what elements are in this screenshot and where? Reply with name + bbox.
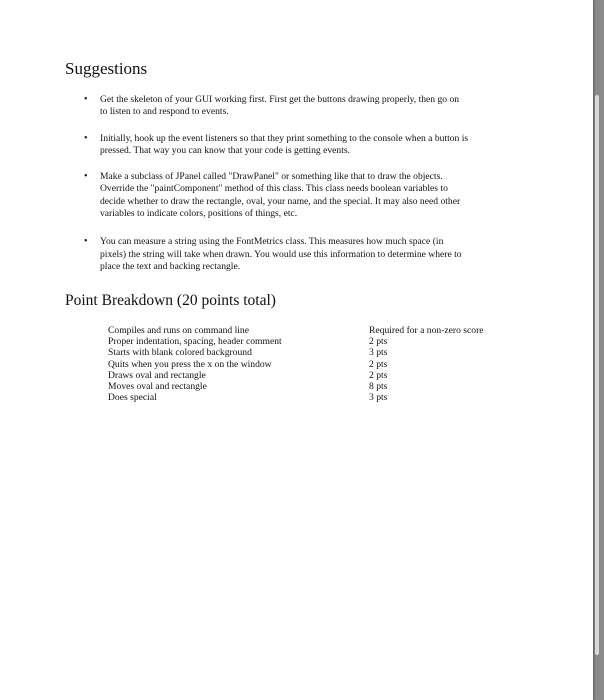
criterion-points: Required for a non-zero score bbox=[369, 325, 484, 336]
criterion-points: 2 pts bbox=[369, 336, 388, 348]
bullet-icon: • bbox=[84, 94, 88, 105]
suggestions-list bbox=[84, 94, 544, 288]
suggestion-line: Make a subclass of JPanel called "DrawPanel" or something like that to draw the objects. bbox=[100, 171, 443, 183]
table-row bbox=[0, 347, 593, 358]
criterion-label: Draws oval and rectangle bbox=[108, 369, 206, 381]
scrollbar[interactable] bbox=[595, 95, 599, 655]
bullet-icon: • bbox=[84, 171, 88, 183]
suggestion-line: pressed. That way you can know that your code is getting events. bbox=[100, 144, 350, 156]
criterion-label: Quits when you press the x on the window bbox=[108, 358, 272, 370]
criterion-points: 8 pts bbox=[369, 380, 388, 392]
suggestion-line: Override the "paintComponent" method of this class. This class needs boolean variables to bbox=[100, 183, 448, 195]
suggestion-line: Initially, hook up the event listeners so that they print something to the console when a button is bbox=[100, 132, 469, 144]
criterion-points: 2 pts bbox=[369, 358, 388, 370]
suggestion-item bbox=[84, 94, 544, 119]
suggestions-heading: Suggestions bbox=[65, 59, 148, 78]
bullet-icon: • bbox=[84, 236, 88, 248]
table-row bbox=[0, 336, 593, 347]
criterion-points: 3 pts bbox=[369, 392, 388, 404]
suggestion-line: to listen to and respond to events. bbox=[100, 106, 229, 118]
bullet-icon: • bbox=[84, 132, 88, 144]
criterion-label: Compiles and runs on command line bbox=[108, 325, 249, 336]
suggestion-item bbox=[84, 236, 544, 273]
suggestion-line: pixels) the string will take when drawn. You would use this information to determine where to bbox=[100, 248, 462, 260]
table-row bbox=[0, 381, 593, 392]
suggestion-line: place the text and backing rectangle. bbox=[100, 260, 241, 272]
suggestion-line: decide whether to draw the rectangle, oval, your name, and the special. It may also need other bbox=[100, 195, 461, 207]
criterion-points: 3 pts bbox=[369, 347, 388, 359]
suggestion-line: Get the skeleton of your GUI working first. First get the buttons drawing properly, then go on bbox=[100, 94, 460, 105]
table-row bbox=[0, 359, 593, 370]
suggestion-line: variables to indicate colors, positions of things, etc. bbox=[100, 208, 298, 220]
suggestion-item bbox=[84, 133, 544, 158]
criterion-label: Does special bbox=[108, 392, 157, 404]
table-row bbox=[0, 370, 593, 381]
point-breakdown-table bbox=[0, 325, 593, 403]
table-row bbox=[0, 325, 593, 336]
suggestion-item bbox=[84, 171, 544, 220]
table-row bbox=[0, 392, 593, 403]
criterion-points: 2 pts bbox=[369, 369, 388, 381]
point-breakdown-heading: Point Breakdown (20 points total) bbox=[65, 292, 276, 309]
criterion-label: Starts with blank colored background bbox=[108, 347, 252, 359]
criterion-label: Proper indentation, spacing, header comment bbox=[108, 336, 282, 348]
suggestion-line: You can measure a string using the FontMetrics class. This measures how much space (in bbox=[100, 236, 444, 248]
criterion-label: Moves oval and rectangle bbox=[108, 380, 207, 392]
